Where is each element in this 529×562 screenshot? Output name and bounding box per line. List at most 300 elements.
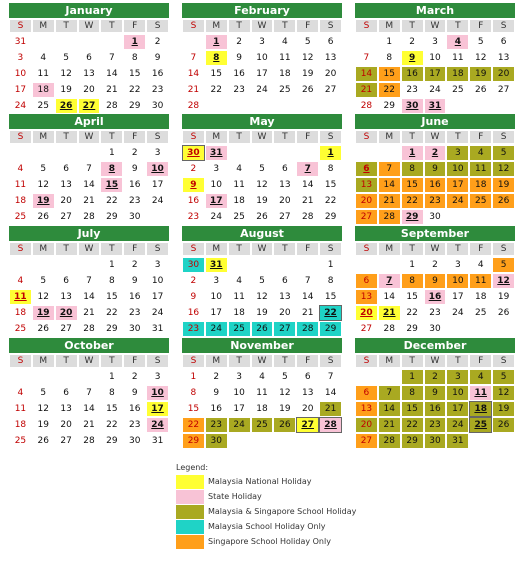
day-cell: 20 [356, 418, 377, 432]
day-cell: 14 [83, 180, 95, 190]
empty-cell [79, 35, 100, 49]
empty-cell [493, 210, 514, 224]
day-cell: 13 [324, 53, 337, 63]
weekday-header [182, 20, 342, 32]
weekday-label: T [56, 355, 77, 367]
day-cell: 22 [320, 306, 341, 320]
day-cell: 3 [454, 260, 461, 270]
weekday-label: S [147, 131, 168, 143]
day-cell: 22 [406, 308, 418, 318]
day-cell: 4 [17, 276, 24, 286]
weekday-label: S [320, 243, 341, 255]
weekday-label: S [356, 355, 377, 367]
day-cell: 31 [206, 258, 227, 272]
day-cell: 6 [281, 276, 288, 286]
day-cell: 6 [86, 53, 92, 63]
day-cell: 19 [256, 308, 268, 318]
day-cell: 5 [40, 388, 47, 398]
day-cell: 26 [56, 99, 77, 113]
day-cell: 20 [60, 196, 72, 206]
day-cell: 9 [425, 274, 446, 288]
day-grid [182, 369, 342, 449]
day-cell: 25 [14, 436, 27, 446]
day-cell: 3 [213, 276, 220, 286]
day-cell: 4 [447, 35, 468, 49]
day-cell: 3 [432, 37, 438, 47]
day-cell: 27 [356, 210, 377, 224]
weekday-label: M [33, 243, 54, 255]
day-cell: 11 [452, 53, 464, 63]
day-cell: 4 [17, 164, 24, 174]
day-cell: 12 [493, 386, 514, 400]
day-cell: 7 [86, 164, 92, 174]
day-cell: 13 [497, 53, 510, 63]
day-cell: 2 [190, 276, 197, 286]
day-cell: 31 [447, 434, 468, 448]
day-cell: 17 [447, 402, 468, 416]
legend-item-malaysia-school [176, 519, 376, 534]
day-cell: 24 [151, 196, 164, 206]
weekday-label: T [101, 355, 122, 367]
empty-cell [320, 434, 341, 448]
day-cell: 31 [151, 324, 164, 334]
day-cell: 23 [206, 418, 227, 432]
day-cell: 5 [40, 276, 47, 286]
day-cell: 27 [497, 85, 510, 95]
day-cell: 9 [131, 164, 138, 174]
weekday-label: S [147, 20, 168, 32]
month-january [9, 3, 169, 114]
empty-cell [320, 99, 341, 113]
day-cell: 20 [83, 85, 95, 95]
day-cell: 10 [147, 386, 168, 400]
day-grid [9, 34, 169, 114]
day-cell: 2 [131, 372, 138, 382]
month-august [182, 226, 342, 337]
empty-cell [79, 370, 100, 384]
day-cell: 1 [402, 370, 423, 384]
weekday-label: F [470, 20, 491, 32]
day-cell: 16 [187, 196, 200, 206]
day-cell: 28 [360, 101, 373, 111]
day-cell: 1 [320, 146, 341, 160]
day-cell: 2 [131, 260, 138, 270]
empty-cell [470, 434, 491, 448]
day-cell: 27 [324, 85, 337, 95]
day-cell: 10 [429, 53, 441, 63]
day-cell: 19 [493, 402, 514, 416]
weekday-label: F [470, 355, 491, 367]
day-cell: 29 [183, 434, 204, 448]
day-cell: 13 [60, 404, 72, 414]
weekday-label: T [101, 20, 122, 32]
weekday-label: T [229, 355, 250, 367]
day-cell: 12 [256, 292, 268, 302]
weekday-label: M [33, 355, 54, 367]
weekday-header [182, 243, 342, 255]
day-cell: 29 [402, 210, 423, 224]
day-cell: 16 [128, 292, 141, 302]
day-cell: 24 [151, 308, 164, 318]
weekday-header [9, 131, 169, 143]
day-cell: 7 [190, 53, 197, 63]
weekday-label: M [206, 355, 227, 367]
weekday-label: T [274, 243, 295, 255]
weekday-label: S [183, 131, 204, 143]
day-cell: 16 [425, 402, 446, 416]
day-cell: 25 [252, 418, 273, 432]
day-cell: 25 [233, 212, 245, 222]
weekday-label: F [297, 131, 318, 143]
weekday-label: S [183, 355, 204, 367]
empty-cell [274, 258, 295, 272]
weekday-label: S [356, 131, 377, 143]
month-title: September [355, 226, 515, 241]
weekday-label: T [447, 20, 468, 32]
day-cell: 13 [356, 402, 377, 416]
day-cell: 8 [108, 388, 115, 398]
weekday-label: S [10, 243, 31, 255]
day-cell: 1 [108, 372, 115, 382]
day-cell: 13 [356, 290, 377, 304]
day-cell: 25 [470, 418, 491, 432]
day-cell: 15 [402, 402, 423, 416]
day-cell: 2 [432, 260, 438, 270]
day-cell: 17 [233, 404, 245, 414]
day-cell: 3 [236, 372, 242, 382]
day-cell: 24 [229, 418, 250, 432]
day-cell: 12 [301, 53, 314, 63]
empty-cell [356, 258, 377, 272]
weekday-label: S [183, 20, 204, 32]
day-cell: 31 [206, 146, 227, 160]
day-cell: 22 [128, 85, 141, 95]
month-title: April [9, 114, 169, 129]
weekday-label: F [124, 243, 145, 255]
weekday-label: F [470, 131, 491, 143]
day-cell: 6 [63, 164, 69, 174]
day-cell: 20 [279, 196, 291, 206]
legend-label: State Holiday [208, 492, 262, 501]
day-cell: 21 [106, 85, 118, 95]
day-cell: 15 [187, 404, 200, 414]
day-cell: 10 [233, 388, 245, 398]
empty-cell [297, 434, 318, 448]
weekday-header [355, 355, 515, 367]
day-cell: 25 [37, 101, 49, 111]
day-cell: 2 [425, 370, 446, 384]
day-cell: 24 [429, 85, 441, 95]
day-cell: 21 [379, 418, 400, 432]
day-cell: 27 [60, 324, 72, 334]
day-cell: 24 [256, 85, 268, 95]
day-cell: 8 [206, 51, 227, 65]
day-cell: 20 [279, 308, 291, 318]
weekday-label: S [183, 243, 204, 255]
day-cell: 18 [447, 67, 468, 81]
empty-cell [493, 322, 514, 336]
day-cell: 18 [14, 308, 27, 318]
weekday-label: T [274, 131, 295, 143]
day-cell: 12 [60, 69, 72, 79]
day-cell: 17 [14, 85, 27, 95]
weekday-header [182, 355, 342, 367]
empty-cell [229, 99, 250, 113]
month-title: June [355, 114, 515, 129]
day-cell: 7 [108, 53, 115, 63]
day-cell: 29 [106, 436, 118, 446]
day-cell: 28 [83, 212, 95, 222]
day-cell: 15 [101, 178, 122, 192]
day-cell: 30 [206, 434, 227, 448]
day-cell: 15 [128, 69, 141, 79]
empty-cell [10, 146, 31, 160]
day-cell: 10 [256, 53, 268, 63]
day-cell: 12 [279, 388, 291, 398]
day-cell: 22 [183, 418, 204, 432]
weekday-label: T [274, 355, 295, 367]
day-cell: 26 [252, 322, 273, 336]
day-cell: 16 [151, 69, 164, 79]
day-cell: 18 [14, 420, 27, 430]
day-cell: 1 [108, 148, 115, 158]
day-grid [182, 34, 342, 114]
empty-cell [56, 146, 77, 160]
day-cell: 10 [147, 162, 168, 176]
weekday-label: F [124, 131, 145, 143]
empty-cell [10, 258, 31, 272]
weekday-header [355, 243, 515, 255]
day-cell: 2 [236, 37, 242, 47]
legend-label: Singapore School Holiday Only [208, 537, 331, 546]
day-cell: 8 [327, 164, 334, 174]
day-cell: 2 [131, 148, 138, 158]
day-cell: 17 [447, 178, 468, 192]
day-cell: 12 [37, 292, 49, 302]
empty-cell [56, 258, 77, 272]
day-cell: 21 [320, 402, 341, 416]
day-cell: 21 [379, 306, 400, 320]
day-cell: 5 [63, 53, 69, 63]
day-cell: 13 [60, 180, 72, 190]
day-cell: 18 [14, 196, 27, 206]
day-cell: 13 [279, 292, 291, 302]
legend-swatch [176, 520, 204, 534]
day-cell: 1 [386, 37, 393, 47]
day-cell: 1 [190, 372, 197, 382]
day-cell: 20 [301, 404, 314, 414]
weekday-label: W [79, 131, 100, 143]
day-cell: 11 [279, 53, 291, 63]
day-grid [355, 369, 515, 449]
day-cell: 11 [470, 386, 491, 400]
empty-cell [10, 370, 31, 384]
empty-cell [274, 146, 295, 160]
day-cell: 14 [106, 69, 118, 79]
day-cell: 22 [402, 418, 423, 432]
day-cell: 16 [187, 308, 200, 318]
empty-cell [447, 322, 468, 336]
weekday-label: W [252, 355, 273, 367]
day-cell: 29 [320, 322, 341, 336]
day-cell: 1 [124, 35, 145, 49]
day-cell: 15 [379, 67, 400, 81]
weekday-label: F [124, 355, 145, 367]
day-cell: 24 [447, 194, 468, 208]
weekday-label: S [356, 243, 377, 255]
day-cell: 10 [447, 274, 468, 288]
month-title: November [182, 338, 342, 353]
day-cell: 17 [151, 292, 164, 302]
empty-cell [274, 434, 295, 448]
day-cell: 24 [447, 418, 468, 432]
weekday-label: T [229, 20, 250, 32]
day-cell: 17 [256, 69, 268, 79]
day-cell: 3 [447, 146, 468, 160]
day-cell: 17 [425, 67, 446, 81]
weekday-label: M [379, 20, 400, 32]
weekday-label: S [320, 20, 341, 32]
day-cell: 29 [106, 212, 118, 222]
day-cell: 30 [429, 212, 441, 222]
day-cell: 16 [425, 290, 446, 304]
day-cell: 26 [37, 324, 49, 334]
month-title: July [9, 226, 169, 241]
day-cell: 22 [106, 308, 118, 318]
legend-swatch [176, 505, 204, 519]
month-title: January [9, 3, 169, 18]
empty-cell [56, 35, 77, 49]
day-cell: 21 [83, 308, 95, 318]
day-cell: 3 [17, 53, 24, 63]
day-cell: 14 [356, 67, 377, 81]
day-cell: 19 [256, 196, 268, 206]
legend-label: Malaysia National Holiday [208, 477, 312, 486]
day-cell: 19 [470, 67, 491, 81]
day-cell: 3 [154, 372, 161, 382]
empty-cell [101, 35, 122, 49]
day-cell: 4 [470, 370, 491, 384]
day-cell: 20 [60, 420, 72, 430]
day-cell: 1 [108, 260, 115, 270]
day-cell: 22 [210, 85, 222, 95]
weekday-label: W [425, 355, 446, 367]
weekday-label: W [425, 131, 446, 143]
day-cell: 27 [274, 322, 295, 336]
day-cell: 2 [409, 37, 415, 47]
legend-label: Malaysia School Holiday Only [208, 522, 326, 531]
month-september [355, 226, 515, 337]
day-cell: 12 [493, 162, 514, 176]
day-cell: 4 [236, 164, 242, 174]
day-cell: 5 [493, 258, 514, 272]
day-cell: 29 [402, 434, 423, 448]
weekday-label: W [252, 20, 273, 32]
day-cell: 24 [210, 212, 222, 222]
day-cell: 14 [383, 292, 395, 302]
day-cell: 8 [190, 388, 197, 398]
day-cell: 24 [14, 101, 27, 111]
day-cell: 27 [356, 434, 377, 448]
empty-cell [493, 99, 514, 113]
day-cell: 28 [83, 324, 95, 334]
day-cell: 10 [447, 162, 468, 176]
day-cell: 7 [379, 386, 400, 400]
day-cell: 19 [33, 306, 54, 320]
weekday-header [9, 243, 169, 255]
empty-cell [356, 370, 377, 384]
day-cell: 28 [297, 322, 318, 336]
legend-item-singapore-school [176, 534, 376, 549]
day-cell: 30 [183, 258, 204, 272]
day-cell: 18 [279, 69, 291, 79]
day-cell: 14 [379, 178, 400, 192]
day-cell: 8 [386, 53, 393, 63]
day-cell: 25 [474, 308, 487, 318]
weekday-label: S [320, 355, 341, 367]
day-cell: 23 [151, 85, 164, 95]
day-cell: 15 [324, 292, 337, 302]
empty-cell [470, 322, 491, 336]
day-cell: 9 [154, 53, 161, 63]
weekday-label: S [320, 131, 341, 143]
day-cell: 26 [497, 308, 510, 318]
month-february [182, 3, 342, 114]
day-cell: 17 [452, 292, 464, 302]
month-may [182, 114, 342, 225]
day-cell: 16 [210, 404, 222, 414]
day-cell: 7 [379, 162, 400, 176]
day-cell: 12 [37, 180, 49, 190]
month-october [9, 338, 169, 449]
legend-swatch [176, 475, 204, 489]
day-cell: 30 [128, 212, 141, 222]
day-cell: 25 [14, 324, 27, 334]
empty-cell [447, 99, 468, 113]
empty-cell [379, 370, 400, 384]
weekday-label: T [101, 243, 122, 255]
day-cell: 2 [190, 164, 197, 174]
day-cell: 24 [147, 418, 168, 432]
day-cell: 27 [297, 418, 318, 432]
day-cell: 26 [37, 212, 49, 222]
day-cell: 16 [425, 178, 446, 192]
day-cell: 25 [470, 194, 491, 208]
weekday-label: M [379, 131, 400, 143]
day-cell: 11 [470, 274, 491, 288]
empty-cell [447, 210, 468, 224]
day-cell: 16 [128, 404, 141, 414]
day-cell: 29 [406, 324, 418, 334]
day-cell: 21 [83, 420, 95, 430]
month-july [9, 226, 169, 337]
day-cell: 18 [233, 196, 245, 206]
empty-cell [33, 370, 54, 384]
day-cell: 27 [60, 212, 72, 222]
day-cell: 11 [233, 292, 245, 302]
day-cell: 13 [356, 178, 377, 192]
weekday-label: T [447, 355, 468, 367]
day-cell: 3 [154, 148, 161, 158]
empty-cell [379, 146, 400, 160]
legend-item-state [176, 489, 376, 504]
day-cell: 4 [259, 372, 265, 382]
day-cell: 15 [402, 178, 423, 192]
day-cell: 17 [206, 194, 227, 208]
weekday-label: W [425, 243, 446, 255]
day-cell: 29 [324, 212, 337, 222]
day-cell: 13 [83, 69, 95, 79]
